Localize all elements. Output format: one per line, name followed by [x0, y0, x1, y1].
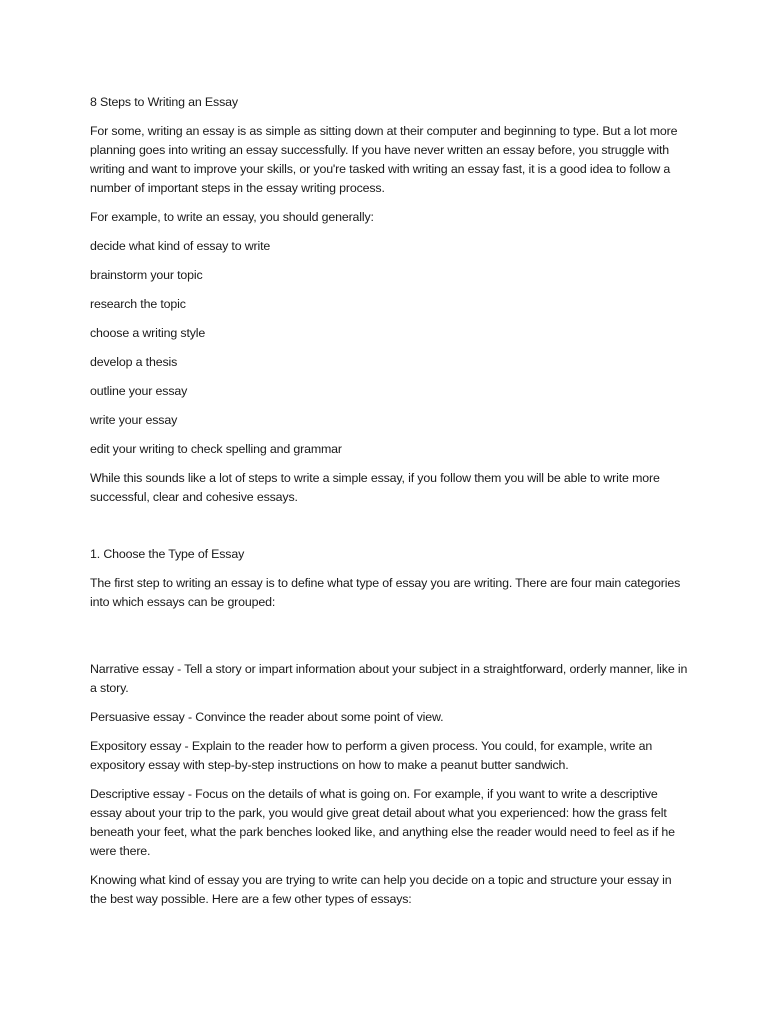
step-item: brainstorm your topic — [90, 268, 203, 282]
essay-type-expository: Expository essay - Explain to the reader how to perform a given process. You could, for example, write an expository essay with step-by-step instructions on how to make a peanut butter sandwich. — [90, 739, 653, 772]
essay-type-descriptive: Descriptive essay - Focus on the details of what is going on. For example, if you want to write a descriptive essay about your trip to the park, you would give great detail about what you experienced: how the grass felt beneath your feet, what the park benches looked like, and anything else the reader would need to feel as if he were there. — [90, 787, 675, 858]
step-item: develop a thesis — [90, 355, 178, 369]
step-item: choose a writing style — [90, 326, 206, 340]
steps-summary: While this sounds like a lot of steps to write a simple essay, if you follow them you will be able to write more successful, clear and cohesive essays. — [90, 471, 660, 504]
example-lead: For example, to write an essay, you should generally: — [90, 210, 374, 224]
document-page — [90, 93, 690, 909]
step-item: write your essay — [90, 413, 178, 427]
section-closing: Knowing what kind of essay you are trying to write can help you decide on a topic and structure your essay in the best way possible. Here are a few other types of essays: — [90, 873, 672, 906]
step-item: edit your writing to check spelling and grammar — [90, 442, 342, 456]
section-heading: 1. Choose the Type of Essay — [90, 547, 245, 561]
document-title: 8 Steps to Writing an Essay — [90, 95, 238, 109]
step-item: decide what kind of essay to write — [90, 239, 271, 253]
intro-paragraph: For some, writing an essay is as simple as sitting down at their computer and beginning to type. But a lot more planning goes into writing an essay successfully. If you have never written an essay before, you struggle with writing and want to improve your skills, or you're tasked with writing an essay fast, it is a good idea to follow a number of important steps in the essay writing process. — [90, 124, 678, 195]
essay-type-persuasive: Persuasive essay - Convince the reader about some point of view. — [90, 710, 444, 724]
step-item: outline your essay — [90, 384, 188, 398]
section-intro: The first step to writing an essay is to define what type of essay you are writing. There are four main categories into which essays can be grouped: — [90, 576, 681, 609]
step-item: research the topic — [90, 297, 186, 311]
essay-type-narrative: Narrative essay - Tell a story or impart information about your subject in a straightforward, orderly manner, like in a story. — [90, 662, 688, 695]
